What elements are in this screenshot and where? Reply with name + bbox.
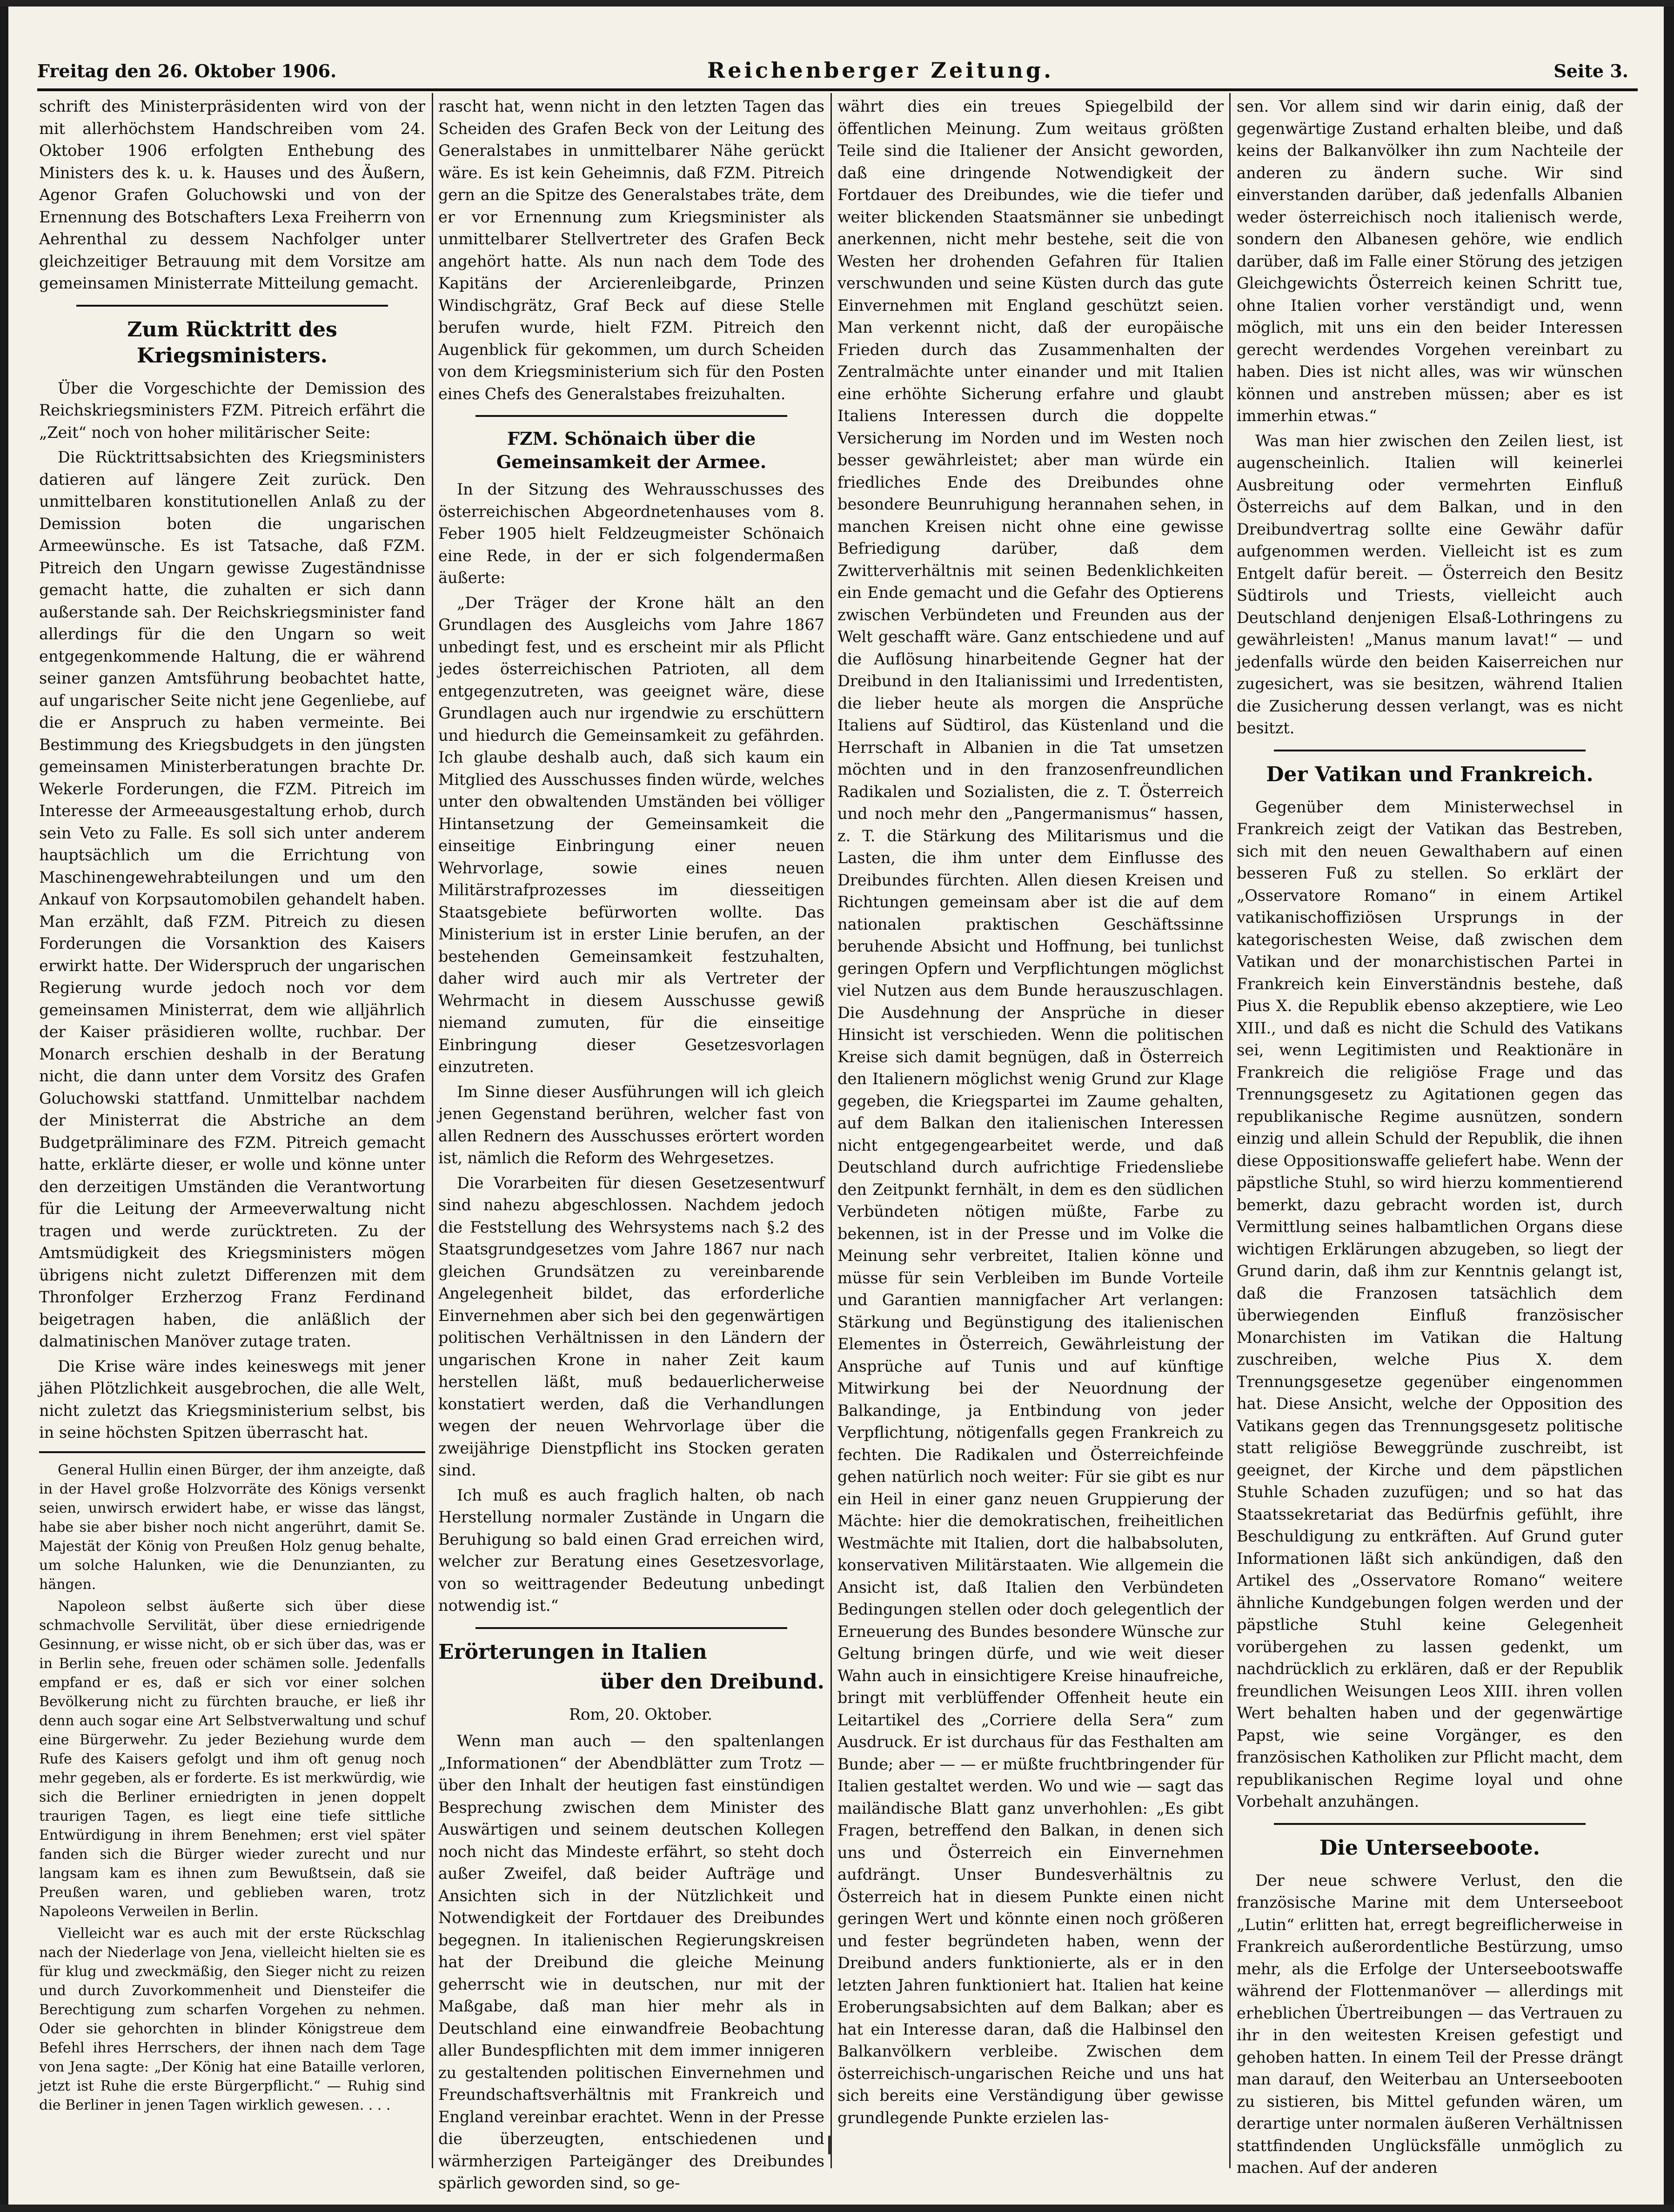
article-paragraph: Über die Vorgeschichte der Demission des Reichskriegsministers FZM. Pitreich erfährt die „Zeit“ noch von hoher militärischer Seite: [39,379,425,442]
newspaper-title: Reichenberger Zeitung. [707,58,1054,83]
article-paragraph: „Der Träger der Krone hält an den Grundlagen des Ausgleichs vom Jahre 1867 unbedingt fest, und es erscheint mir als Pflicht jedes österreichischen Patrioten, all dem entgegenzutreten, was geeignet wäre, diese Grundlagen auch nur irgendwie zu erschüttern und hiedurch die Gemeinsamkeit zu gefährden. Ich glaube deshalb auch, daß sich kaum ein Mitglied des Ausschusses finden würde, welches unter den obwaltenden Umständen bei völliger Hintansetzung der Gemeinsamkeit die einseitige Einbringung einer neuen Wehrvorlage, sowie eines neuen Militärstrafprozesses im diesseitigen Staatsgebiete befürworten wollte. Das Ministerium ist in erster Linie berufen, an der bestehenden Gemeinsamkeit festzuhalten, daher wird auch mir als Vertreter der Wehrmacht in diesem Ausschusse gewiß niemand zumuten, für die einseitige Einbringung dieser Gesetzesvorlagen einzutreten. [438,593,824,1076]
article-separator [1274,750,1586,751]
dateline: Rom, 20. Oktober. [569,1705,713,1723]
masthead-rule [37,88,1638,91]
article-paragraph: Die Rücktrittsabsichten des Kriegsministers datieren auf längere Zeit zurück. Den unmittelbaren konstitutionellen Anlaß zu der Demission boten die ungarischen Armeewünsche. Es ist Tatsache, daß FZM. Pitreich den Ungarn gewisse Zugeständnisse gemacht hatte, die zuhalten er sich dann außerstande sah. Der Reichskriegsminister fand allerdings für die den Ungarn so weit entgegenkommende Haltung, die er während seiner ganzen Amtsführung beobachtet hatte, auf ungarischer Seite nicht jene Gegenliebe, auf die er Anspruch zu haben vermeinte. Bei Bestimmung des Kriegsbudgets in den jüngsten gemeinsamen Ministerberatungen brachte Dr. Wekerle Forderungen, die FZM. Pitreich im Interesse der Armeeausgestaltung erhob, durch sein Veto zu Falle. Es soll sich unter anderem hauptsächlich um die Errichtung von Maschinengewehrabteilungen und um den Ankauf von Korpsautomobilen gehandelt haben. Man erzählt, daß FZM. Pitreich zu diesen Forderungen die Vorsanktion des Kaisers erwirkt hatte. Der Widerspruch der ungarischen Regierung wurde jedoch noch vor dem gemeinsamen Ministerrat, dem wie alljährlich der Kaiser präsidieren wollte, ruchbar. Der Monarch erschien deshalb in der Beratung nicht, die dann unter dem Vorsitz des Grafen Goluchowski stattfand. Unmittelbar nachdem der Ministerrat die Abstriche an dem Budgetpräliminare des FZM. Pitreich gemacht hatte, erklärte dieser, er wolle und könne unter den derzeitigen Umständen die Verantwortung für die Leitung der Armeeverwaltung nicht tragen und werde zurücktreten. Zu der Amtsmüdigkeit des Kriegsministers mögen übrigens nicht zuletzt Differenzen mit dem Thronfolger Erzherzog Franz Ferdinand beigetragen haben, die anläßlich der dalmatinischen Manöver zutage traten. [39,448,425,1350]
article-paragraph: In der Sitzung des Wehrausschusses des österreichischen Abgeordnetenhauses vom 8. Feber 1905 hielt Feldzeugmeister Schönaich eine Rede, in der er sich folgendermaßen äußerte: [438,480,824,587]
article-heading: FZM. Schönaich über die Gemeinsamkeit der Armee. [496,428,767,472]
article-heading: Die Unterseeboote. [1319,1836,1540,1860]
scan-border-top [0,0,1674,7]
article-paragraph: währt dies ein treues Spiegelbild der öffentlichen Meinung. Zum weitaus größten Teile sind die Italiener der Ansicht geworden, daß eine dringende Notwendigkeit der Fortdauer des Dreibundes, wie die tiefer und weiter blickenden Staatsmänner sie unbedingt anerkennen, nicht mehr bestehe, seit die von Westen her drohenden Gefahren für Italien verschwunden und seine Küsten durch das gute Einvernehmen mit England geschützt seien. Man verkennt nicht, daß der europäische Frieden durch das Zusammenhalten der Zentralmächte unter einander und mit Italien eine erhöhte Sicherung erfahre und glaubt Italiens Interessen durch die doppelte Versicherung im Norden und im Westen noch besser gewährleistet; aber man würde ein friedliches Ende des Dreibundes ohne besondere Beunruhigung herannahen sehen, in manchen Kreisen nicht ohne eine gewisse Befriedigung darüber, daß dem Zwitterverhältnis mit seinen Bedenklichkeiten ein Ende gemacht und die Gefahr des Optierens zwischen Verbündeten und Freunden aus der Welt geschafft wäre. Ganz entschiedene und auf die Auflösung hinarbeitende Gegner hat der Dreibund in den Italianissimi und Irredentisten, die lieber heute als morgen die Ansprüche Italiens auf Südtirol, das Küstenland und die Herrschaft in Albanien in die Tat umsetzen möchten und in den franzosenfreundlichen Radikalen und Sozialisten, die z. T. Österreich und noch mehr den „Pangermanismus“ hassen, z. T. die Stärkung des Militarismus und die Lasten, die ihm unter dem Einflusse des Dreibundes fürchten. Allen diesen Kreisen und Richtungen gemeinsam aber ist die auf dem nationalen praktischen Geschäftssinne beruhende Absicht und Hoffnung, bei tunlichst geringen Opfern und Verpflichtungen möglichst viel Nutzen aus dem Bunde herauszuschlagen. Die Ausdehnung der Ansprüche in dieser Hinsicht ist verschieden. Wenn die politischen Kreise sich damit begnügen, daß in Österreich den Italienern möglichst wenig Grund zur Klage gegeben, die Kriegspartei im Zaume gehalten, auf dem Balkan den italienischen Interessen nicht entgegengearbeitet werde, und daß Deutschland durch aufrichtige Friedensliebe den Zeitpunkt fernhält, in dem es den südlichen Verbündeten nötigen müßte, Farbe zu bekennen, ist in der Presse und im Volke die Meinung sehr verbreitet, Italien könne und müsse für sein Verbleiben im Bunde Vorteile und Garantien mannigfacher Art verlangen: Stärkung und Begünstigung des italienischen Elementes in Österreich, Gewährleistung der Ansprüche auf Tunis und auf künftige Mitwirkung bei der Neuordnung der Balkandinge, ja Entbindung von jeder Verpflichtung, nötigenfalls gegen Frankreich zu fechten. Die Radikalen und Österreichfeinde gehen natürlich noch weiter: Für sie gibt es nur ein Heil in einer ganz neuen Gruppierung der Mächte: hier die demokratischen, freiheitlichen Westmächte mit Italien, dort die halbabsoluten, konservativen Militärstaaten. Wie allgemein die Ansicht ist, daß Italien den Verbündeten Bedingungen stellen oder doch gelegentlich der Erneuerung des Bundes besondere Wünsche zur Geltung bringen dürfe, und wie weit dieser Wahn auch in einsichtigere Kreise hinaufreiche, bringt mit verblüffender Offenheit heute ein Leitartikel des „Corriere della Sera“ zum Ausdruck. Er ist durchaus für das Festhalten am Bunde; aber — — er müßte fruchtbringender für Italien gestaltet werden. Wo und wie — sagt das mailändische Blatt ganz unverhohlen: „Es gibt Fragen, betreffend den Balkan, in denen sich uns und Österreich ein Einvernehmen aufdrängt. Unser Bundesverhältnis zu Österreich hat in diesem Punkte einen nicht geringen Wert und könnte einen noch größeren und fester begründeten haben, wenn der Dreibund anders funktionierte, als er in den letzten Jahren funktioniert hat. Italien hat keine Eroberungsabsichten auf dem Balkan; aber es hat ein Interesse daran, daß die Halbinsel den Balkanvölkern verbleibe. Zwischen dem österreichisch-ungarischen Reiche und uns hat sich bereits eine Verständigung über gewisse grundlegende Punkte erzielen las- [837,97,1224,2127]
article-separator [475,1627,787,1629]
feuilleton-separator [39,1451,425,1453]
column-4 [1237,95,1623,2177]
column-divider [830,93,832,2168]
article-separator [1274,1823,1586,1825]
article-heading-line2: über den Dreibund. [600,1669,824,1694]
article-paragraph: Was man hier zwischen den Zeilen liest, ist augenscheinlich. Italien will keinerlei Ausbreitung oder vermehrten Einfluß Österreichs auf dem Balkan, und in den Dreibundvertrag sollte eine Gewähr dafür aufgenommen werden. Vielleicht ist es zum Entgelt dafür bereit. — Österreich den Besitz Südtirols und Triests, vielleicht auch Deutschland denjenigen Elsaß-Lothringens zu gewährleisten! „Manus manum lavat!“ — und jedenfalls würde den beiden Kaiserreichen nur zugesichert, was sie besitzen, während Italien die Zusicherung dessen verlangt, was es nicht besitzt. [1237,431,1623,737]
column-divider [1229,93,1231,2168]
scan-border-left [0,0,8,2212]
scan-border-right [1664,0,1674,2212]
issue-date: Freitag den 26. Oktober 1906. [37,60,337,81]
scan-artifact [828,2136,831,2154]
feuilleton-paragraph: Napoleon selbst äußerte sich über diese schmachvolle Servilität, über diese erniedrigende Gesinnung, er wisse nicht, ob er sich über das, was er in Berlin sehe, freuen oder schämen solle. Jedenfalls empfand er es, daß er sich vor einer solchen Bevölkerung nicht zu fürchten brauche, er ließ ihr denn auch sogar eine Art Selbstverwaltung und schuf eine Bürgerwehr. Zu jeder Beziehung wurde dem Rufe des Kaisers gefolgt und ihm oft genug noch mehr gegeben, als er forderte. Es ist merkwürdig, wie sich die Berliner erniedrigten in jenen doppelt traurigen Tagen, es liegt eine tiefe sittliche Entwürdigung in ihrem Benehmen; erst viel später fanden sich die Bürger wieder zurecht und nur langsam kam es ihnen zum Bewußtsein, daß sie Preußen waren, und geblieben waren, trotz Napoleons Verweilen in Berlin. [39,1598,425,1920]
article-separator [475,415,787,417]
article-paragraph: rascht hat, wenn nicht in den letzten Tagen das Scheiden des Grafen Beck von der Leitung des Generalstabes in unmittelbarer Nähe gerückt wäre. Es ist kein Geheimnis, daß FZM. Pitreich gern an die Spitze des Generalstabes träte, dem er vor Ernennung zum Kriegsminister als unmittelbarer Stellvertreter des Grafen Beck angehört hatte. Als nun nach dem Tode des Kapitäns der Arcierenleibgarde, Prinzen Windischgrätz, Graf Beck auf diese Stelle berufen wurde, hielt FZM. Pitreich den Augenblick für gekommen, um durch Scheiden von dem Kriegsministerium sich für den Posten eines Chefs des Generalstabes freizuhalten. [438,97,824,403]
article-heading: Erörterungen in Italien [438,1640,707,1664]
article-paragraph: Der neue schwere Verlust, den die französische Marine mit dem Unterseeboot „Lutin“ erlitten hat, erregt begreiflicherweise in Frankreich außerordentliche Bestürzung, umso mehr, als die Erfolge der Unterseebootswaffe während der Flottenmanöver — allerdings mit erheblichen Übertreibungen — das Vertrauen zu ihr in den weitesten Kreisen gefestigt und gehoben hatten. In einem Teil der Presse drängt man darauf, den Weiterbau an Unterseebooten zu sistieren, bis Mittel gefunden wären, um derartige unter normalen äußeren Verhältnissen stattfindenden Unglücksfälle unmöglich zu machen. Auf der anderen [1237,1871,1623,2177]
page-number: Seite 3. [1553,60,1628,81]
article-paragraph: Die Krise wäre indes keineswegs mit jener jähen Plötzlichkeit ausgebrochen, die alle Welt, nicht zuletzt das Kriegsministerium selbst, bis in seine höchsten Spitzen überrascht hat. [39,1357,425,1441]
article-paragraph: schrift des Ministerpräsidenten wird von der mit allerhöchstem Handschreiben vom 24. Oktober 1906 erfolgten Enthebung des Ministers des k. u. k. Hauses und des Äußern, Agenor Grafen Goluchowski und von der Ernennung des Botschafters Lexa Freiherrn von Aehrenthal zu dessem Nachfolger unter gleichzeitiger Betrauung mit dem Vorsitze am gemeinsamen Ministerrate Mitteilung gemacht. [39,97,425,292]
article-heading: Zum Rücktritt des Kriegsministers. [127,317,337,368]
feuilleton-paragraph: Vielleicht war es auch mit der erste Rückschlag nach der Niederlage von Jena, vielleicht hielten sie es für klug und zweckmäßig, den Sieger nicht zu reizen und durch Zuvorkommenheit und Diensteifer die Berechtigung zum scharfen Vorgehen zu nehmen. Oder sie gehorchten in blinder Königstreue dem Befehl ihres Herrschers, der ihnen nach dem Tage von Jena sagte: „Der König hat eine Bataille verloren, jetzt ist Ruhe die erste Bürgerpflicht.“ — Ruhig sind die Berliner in jenen Tagen wirklich gewesen. . . . [39,1925,425,2113]
column-1 [39,95,425,2161]
article-paragraph: Wenn man auch — den spaltenlangen „Informationen“ der Abendblätter zum Trotz — über den Inhalt der heutigen fast einstündigen Besprechung zwischen dem Minister des Auswärtigen und seinem deutschen Kollegen noch nicht das Mindeste erfährt, so steht doch außer Zweifel, daß beider Aufträge und Ansichten sich in der Nützlichkeit und Notwendigkeit der Fortdauer des Dreibundes begegnen. In italienischen Regierungskreisen hat der Dreibund die gleiche Meinung geherrscht wie in deutschen, nur mit der Maßgabe, daß man hier mehr als in Deutschland eine einwandfreie Beobachtung aller Bundespflichten mit dem immer innigeren zu gestaltenden politischen Einvernehmen und Freundschaftsverhältnis mit Frankreich und England vereinbar erachtet. Wenn in der Presse die überzeugten, entschiedenen und wärmherzigen Parteigänger des Dreibundes spärlich geworden sind, so ge- [438,1732,824,2192]
article-paragraph: Die Vorarbeiten für diesen Gesetzesentwurf sind nahezu abgeschlossen. Nachdem jedoch die Feststellung des Wehrsystems nach §.2 des Staatsgrundgesetzes vom Jahre 1867 nur nach gleichen Grundsätzen zu vereinbarende Angelegenheit bildet, das erforderliche Einvernehmen aber sich bei den gegenwärtigen politischen Verhältnissen in den Ländern der ungarischen Krone in naher Zeit kaum herstellen läßt, muß bedauerlicherweise konstatiert werden, daß die Verhandlungen wegen der neuen Wehrvorlage über die zweijährige Dienstpflicht ins Stocken geraten sind. [438,1173,824,1479]
article-paragraph: Im Sinne dieser Ausführungen will ich gleich jenen Gegenstand berühren, welcher fast von allen Rednern des Ausschusses erörtert worden ist, nämlich die Reform des Wehrgesetzes. [438,1082,824,1167]
article-paragraph: Gegenüber dem Ministerwechsel in Frankreich zeigt der Vatikan das Bestreben, sich mit den neuen Gewalthabern auf einen besseren Fuß zu stellen. So erklärt der „Osservatore Romano“ in einem Artikel vatikanischoffiziösen Ursprungs in der kategorischesten Weise, daß zwischen dem Vatikan und der monarchistischen Partei in Frankreich kein Einverständnis bestehe, daß Pius X. die Republik ebenso akzeptiere, wie Leo XIII., und daß es nicht die Schuld des Vatikans sei, wenn Legitimisten und Reaktionäre in Frankreich die religiöse Frage und das Trennungsgesetz zu Agitationen gegen das republikanische Regime ausnützen, sondern einzig und allein Schuld der Republik, die ihnen diese Oppositionswaffe geliefert habe. Wenn der päpstliche Stuhl, so wird hierzu kommentierend bemerkt, dazu gebracht worden ist, durch Vermittlung seines halbamtlichen Organs diese wichtigen Erklärungen abzugeben, so liegt der Grund darin, daß ihm zur Kenntnis gelangt ist, daß die Franzosen tatsächlich dem überwiegenden Einfluß französischer Monarchisten im Vatikan die Haltung zuschreiben, welche Pius X. dem Trennungsgesetze gegenüber eingenommen hat. Diese Ansicht, welche der Opposition des Vatikans gegen das Trennungsgesetz politische statt religiöse Beweggründe zuschreibt, ist geeignet, der Kirche und dem päpstlichen Stuhle Schaden zuzufügen; und so hat das Staatssekretariat das Bedürfnis gefühlt, ihre Beschuldigung zu entkräften. Auf Grund guter Informationen läßt sich ankündigen, daß den Artikel des „Osservatore Romano“ weitere ähnliche Kundgebungen folgen werden und der päpstliche Stuhl keine Gelegenheit vorübergehen zu lassen gedenkt, um nachdrücklich zu erklären, daß er der Republik freundlichen Weisungen Leos XIII. ihren vollen Wert behalten haben und der gegenwärtige Papst, wie seine Vorgänger, es den französischen Katholiken zur Pflicht macht, dem republikanischen Regime loyal und ohne Vorbehalt anzuhängen. [1237,798,1623,1810]
column-2 [438,95,824,2192]
article-heading: Der Vatikan und Frankreich. [1266,762,1594,786]
feuilleton-paragraph: General Hullin einen Bürger, der ihm anzeigte, daß in der Havel große Holzvorräte des Königs versenkt seien, unwirsch erwidert habe, er wisse das längst, habe sie aber bisher noch nicht angerührt, damit Se. Majestät der König von Preußen Holz genug behalte, um solche Halunken, wie die Denunzianten, zu hängen. [39,1461,425,1593]
column-3 [837,95,1224,2161]
scan-border-bottom [0,2205,1674,2212]
article-paragraph: sen. Vor allem sind wir darin einig, daß der gegenwärtige Zustand erhalten bleibe, und daß keins der Balkanvölker ihn zum Nachteile der anderen zu ändern suche. Wir sind einverstanden darüber, daß jedenfalls Albanien weder österreichisch noch italienisch werde, sondern den Albanesen gehöre, wie endlich darüber, daß im Falle einer Störung des jetzigen Gleichgewichts Österreich keinen Schritt tue, ohne Italien vorher verständigt und, wenn möglich, mit uns ein den beider Interessen gerecht werdendes Vorgehen vereinbart zu haben. Dies ist nicht alles, was wir wünschen können und anstreben müssen; aber es ist immerhin etwas.“ [1237,97,1623,425]
column-divider [432,93,433,2168]
article-separator [76,305,388,307]
article-paragraph: Ich muß es auch fraglich halten, ob nach Herstellung normaler Zustände in Ungarn die Beruhigung so bald einen Grad erreichen wird, welcher zur Beratung eines Gesetzesvorlage, von so weittragender Bedeutung unbedingt notwendig ist.“ [438,1486,824,1615]
